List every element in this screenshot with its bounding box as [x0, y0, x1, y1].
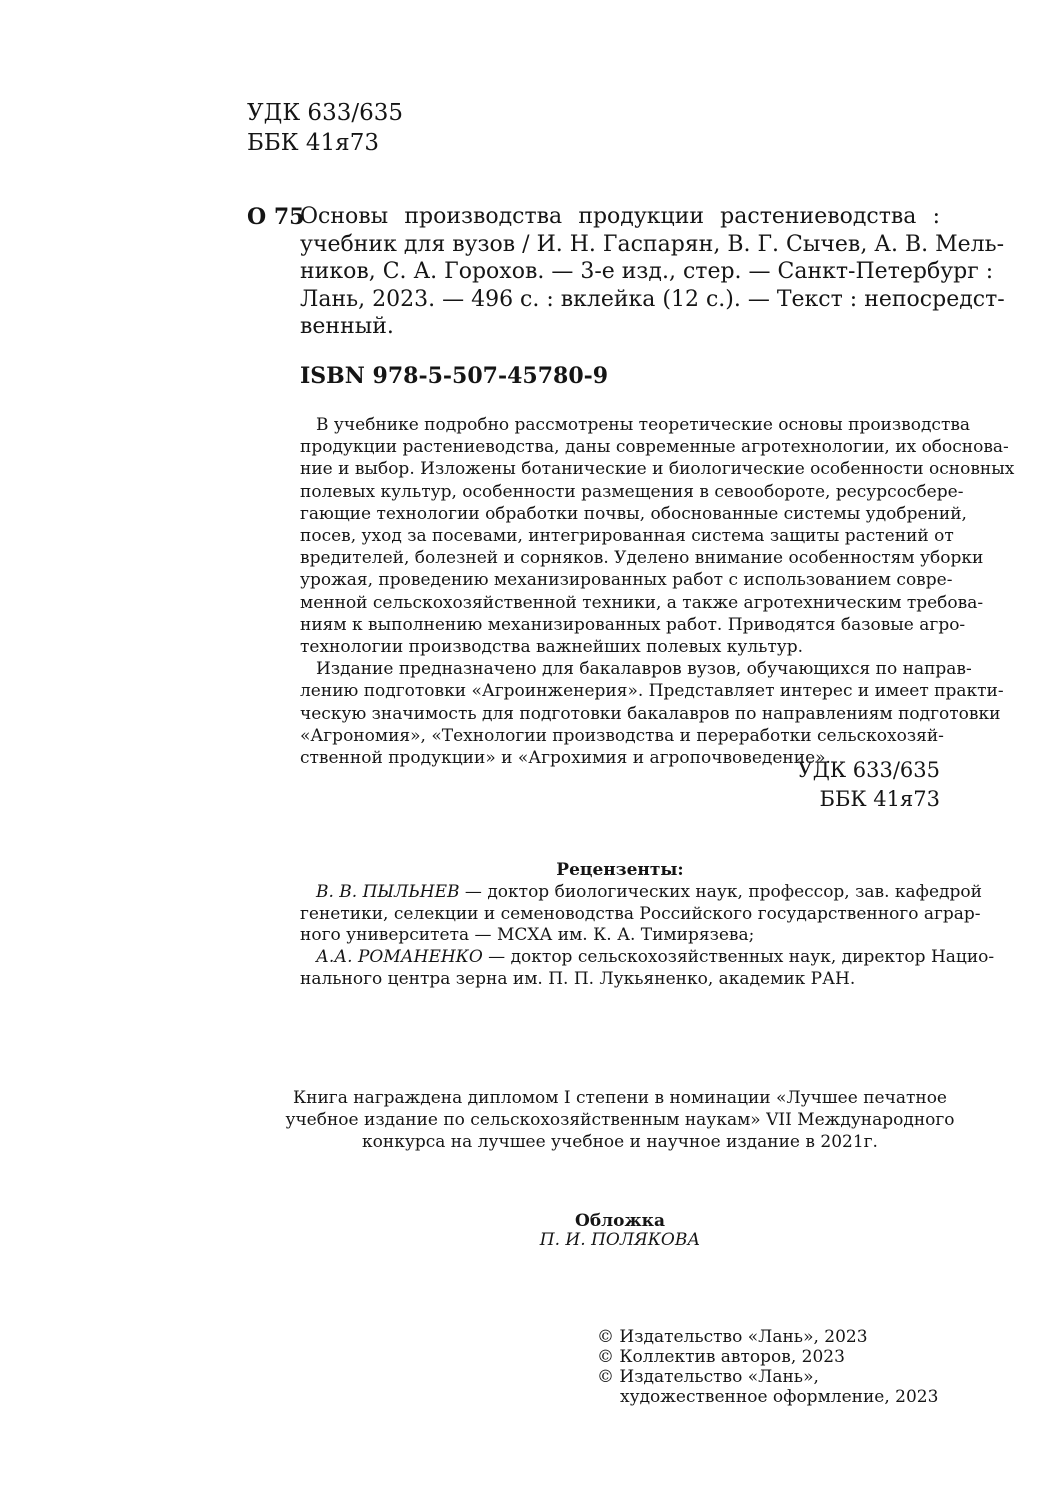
- copyright-line: © Издательство «Лань»,: [597, 1367, 819, 1387]
- reviewer-line: генетики, селекции и семеноводства Российского государственного аграр-: [300, 903, 981, 924]
- entry-line: ников, С. А. Горохов. — 3-е изд., стер. — Санкт-Петербург :: [300, 259, 994, 284]
- copyright-block: [597, 1327, 938, 1407]
- award-note: [280, 1087, 960, 1153]
- copyright-line: © Издательство «Лань», 2023: [597, 1327, 868, 1347]
- bbk-code: ББК 41я73: [819, 787, 940, 811]
- classification-codes-bottom: [798, 756, 940, 814]
- reviewer-name: В. В. ПЫЛЬНЕВ: [316, 881, 460, 902]
- entry-line: Основы производства продукции растениеводства :: [300, 204, 940, 229]
- reviewers: [300, 860, 995, 991]
- abstract-line: гающие технологии обработки почвы, обоснованные системы удобрений,: [300, 503, 967, 524]
- abstract-line: технологии производства важнейших полевых культур.: [300, 637, 804, 658]
- entry-line: венный.: [300, 314, 394, 339]
- reviewer-description: — доктор биологических наук, профессор, зав. кафедрой: [459, 881, 982, 902]
- copyright-line: художественное оформление, 2023: [620, 1387, 939, 1407]
- abstract-line: ние и выбор. Изложены ботанические и биологические особенности основных: [300, 459, 1015, 480]
- abstract-line: полевых культур, особенности размещения в севообороте, ресурсосбере-: [300, 481, 964, 502]
- entry-line: учебник для вузов / И. Н. Гаспарян, В. Г. Сычев, А. В. Мель-: [300, 231, 1005, 257]
- cover-designer: П. И. ПОЛЯКОВА: [539, 1230, 701, 1250]
- copyright-line: © Коллектив авторов, 2023: [597, 1347, 845, 1367]
- abstract-line: продукции растениеводства, даны современные агротехнологии, их обоснова-: [300, 437, 1009, 458]
- abstract-line: «Агрономия», «Технологии производства и переработки сельскохозяй-: [300, 725, 944, 746]
- award-line: Книга награждена дипломом I степени в номинации «Лучшее печатное: [292, 1088, 947, 1108]
- reviewer-description: — доктор сельскохозяйственных наук, директор Нацио-: [482, 947, 995, 968]
- reviewer-name: А.А. РОМАНЕНКО: [316, 947, 483, 968]
- reviewer-line: [300, 947, 995, 969]
- award-line: учебное издание по сельскохозяйственным наукам» VII Международного: [285, 1110, 955, 1130]
- abstract-line: Издание предназначено для бакалавров вузов, обучающихся по направ-: [316, 659, 972, 680]
- abstract-line: менной сельскохозяйственной техники, а также агротехническим требова-: [300, 592, 984, 613]
- reviewer-line: [300, 881, 982, 904]
- abstract-line: урожая, проведению механизированных работ с использованием совре-: [300, 570, 953, 591]
- abstract-line: вредителей, болезней и сорняков. Уделено внимание особенностям уборки: [300, 548, 984, 569]
- author-mark: О 75: [247, 204, 305, 230]
- award-line: конкурса на лучшее учебное и научное издание в 2021г.: [362, 1132, 878, 1152]
- abstract-line: лению подготовки «Агроинженерия». Представляет интерес и имеет практи-: [300, 681, 1004, 702]
- reviewers-heading: Рецензенты:: [556, 860, 684, 880]
- cover-label: Обложка: [575, 1211, 665, 1231]
- isbn: ISBN 978-5-507-45780-9: [300, 363, 609, 389]
- entry-line: Лань, 2023. — 496 с. : вклейка (12 с.). — Текст : непосредст-: [300, 286, 1005, 312]
- abstract-line: ческую значимость для подготовки бакалавров по направлениям подготовки: [300, 703, 1001, 724]
- reviewer-line: нального центра зерна им. П. П. Лукьяненко, академик РАН.: [300, 968, 856, 989]
- abstract-line: посев, уход за посевами, интегрированная система защиты растений от: [300, 526, 954, 547]
- abstract-line: В учебнике подробно рассмотрены теоретические основы производства: [316, 415, 971, 435]
- bbk-code: ББК 41я73: [247, 130, 379, 156]
- reviewer-line: ного университета — МСХА им. К. А. Тимирязева;: [300, 925, 755, 946]
- udk-code: УДК 633/635: [247, 100, 403, 126]
- cover-credit: [500, 1212, 740, 1250]
- bibliographic-entry: [300, 203, 1005, 341]
- abstract: [300, 414, 1015, 769]
- abstract-line: ниям к выполнению механизированных работ. Приводятся базовые агро-: [300, 614, 966, 635]
- abstract-line: ственной продукции» и «Агрохимия и агропочвоведение».: [300, 748, 831, 769]
- udk-code: УДК 633/635: [797, 758, 940, 782]
- classification-codes-top: [247, 98, 403, 158]
